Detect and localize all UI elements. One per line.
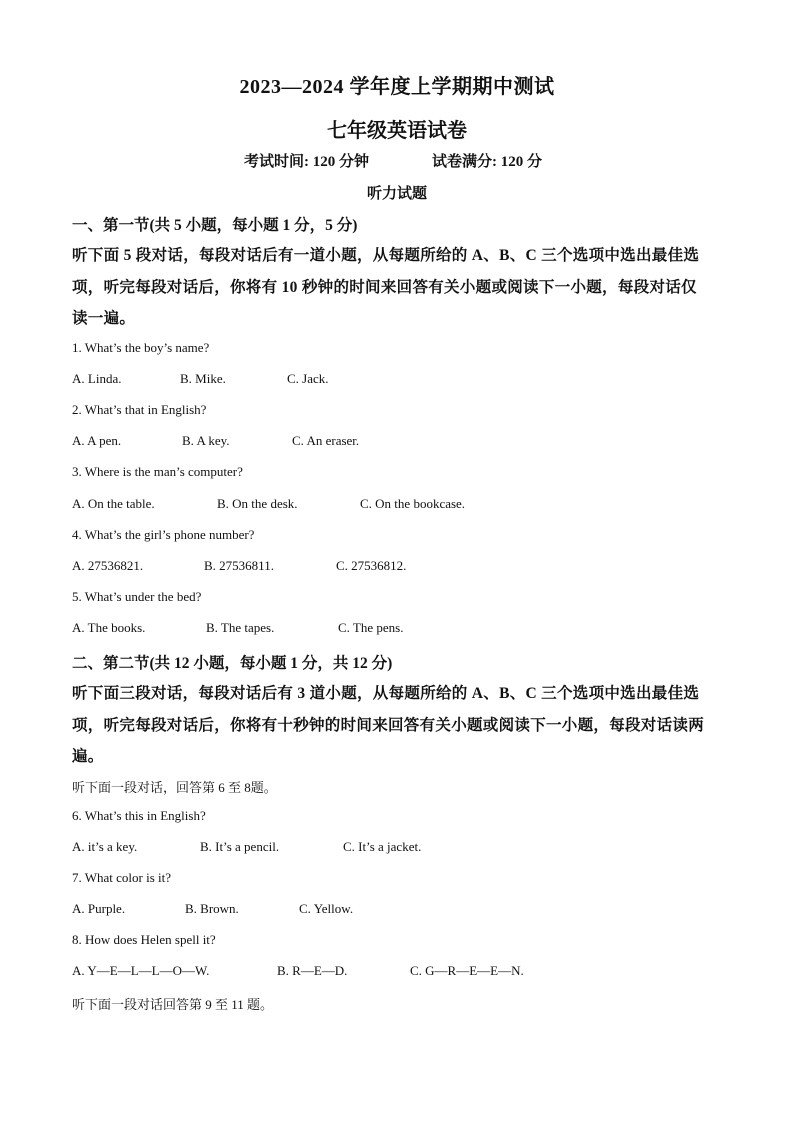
exam-time: 考试时间: 120 分钟 [244,154,369,170]
question-2: 2. What’s that in English? [72,402,207,417]
question-8: 8. How does Helen spell it? [72,932,216,947]
question-5: 5. What’s under the bed? [72,589,202,604]
question-8-option-c: C. G—R—E—E—N. [410,963,524,978]
question-5-option-c: C. The pens. [338,620,404,635]
question-6-option-b: B. It’s a pencil. [200,839,280,854]
question-1-option-a: A. Linda. [72,371,122,386]
question-3-option-a: A. On the table. [72,496,155,511]
question-4-option-a: A. 27536821. [72,558,144,573]
page-title: 2023—2024 学年度上学期期中测试 [239,76,555,98]
question-1-option-b: B. Mike. [180,371,226,386]
question-4: 4. What’s the girl’s phone number? [72,527,255,542]
question-3: 3. Where is the man’s computer? [72,464,243,479]
question-4-option-c: C. 27536812. [336,558,407,573]
question-6: 6. What’s this in English? [72,808,206,823]
dialogue-note: 听下面一段对话回答第 9 至 11 题。 [72,997,274,1012]
section-1-instruction-line: 项，听完每段对话后，你将有 10 秒钟的时间来回答有关小题或阅读下一小题，每段对话仅 [72,279,697,296]
question-7-option-a: A. Purple. [72,901,126,916]
question-2-option-a: A. A pen. [72,433,122,448]
question-5-option-b: B. The tapes. [206,620,275,635]
section-1-instruction-line: 读一遍。 [72,310,136,327]
section-2-instruction-line: 听下面三段对话，每段对话后有 3 道小题，从每题所给的 A、B、C 三个选项中选出最佳选 [72,685,700,702]
question-1-option-c: C. Jack. [287,371,329,386]
question-8-option-b: B. R—E—D. [277,963,348,978]
question-8-option-a: A. Y—E—L—L—O—W. [72,963,210,978]
section-2-instruction-line: 项，听完每段对话后，你将有十秒钟的时间来回答有关小题或阅读下一小题，每段对话读两 [72,717,705,734]
section-2-instruction-line: 遍。 [72,748,104,765]
question-6-option-c: C. It’s a jacket. [343,839,422,854]
question-3-option-b: B. On the desk. [217,496,298,511]
listening-title: 听力试题 [366,186,427,202]
question-2-option-b: B. A key. [182,433,230,448]
question-6-option-a: A. it’s a key. [72,839,138,854]
section-2-heading: 二、第二节(共 12 小题，每小题 1 分，共 12 分) [72,655,393,672]
question-4-option-b: B. 27536811. [204,558,274,573]
dialogue-note: 听下面一段对话，回答第 6 至 8题。 [72,780,277,795]
section-1-heading: 一、第一节(共 5 小题，每小题 1 分，5 分) [72,217,358,234]
question-2-option-c: C. An eraser. [292,433,360,448]
question-7-option-c: C. Yellow. [299,901,354,916]
full-score: 试卷满分: 120 分 [432,154,542,170]
page-subtitle: 七年级英语试卷 [327,120,467,142]
question-1: 1. What’s the boy’s name? [72,340,210,355]
section-1-instruction-line: 听下面 5 段对话，每段对话后有一道小题，从每题所给的 A、B、C 三个选项中选出最佳选 [72,247,700,264]
question-3-option-c: C. On the bookcase. [360,496,466,511]
question-5-option-a: A. The books. [72,620,146,635]
question-7: 7. What color is it? [72,870,172,885]
question-7-option-b: B. Brown. [185,901,239,916]
